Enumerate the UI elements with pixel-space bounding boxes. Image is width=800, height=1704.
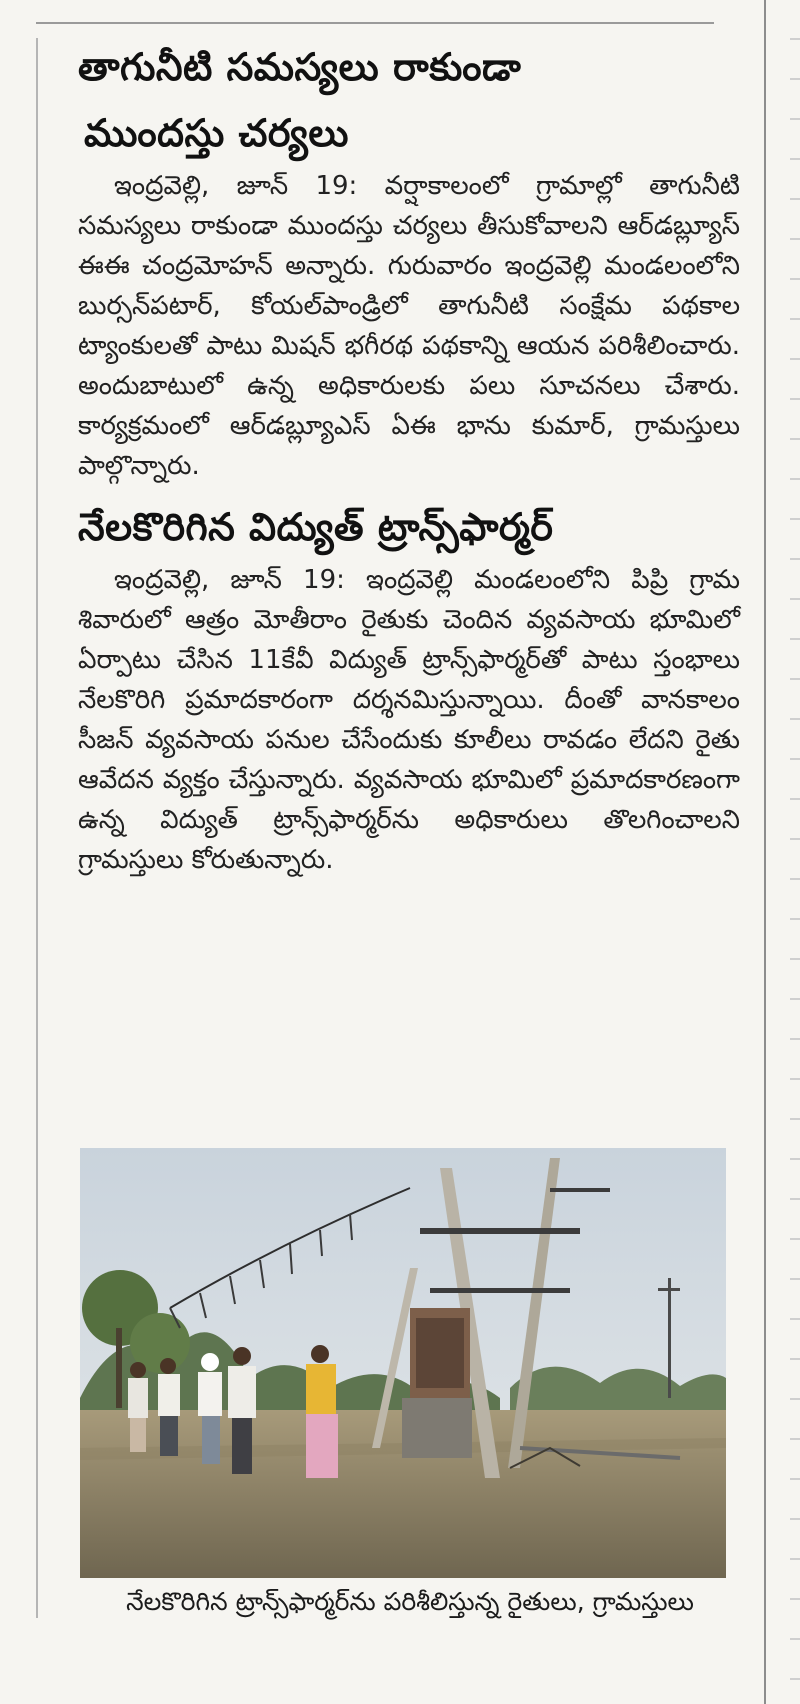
article1-body-text: ఇంద్రవెల్లి, జూన్ 19: వర్షాకాలంలో గ్రామాల్లో తాగునీటి సమస్యలు రాకుండా ముందస్తు చర్యలు తీసుకోవాలని ఆర్‌డబ్ల్యూస్ ఈఈ చంద్రమోహన్ అన్నారు. గురువారం ఇంద్రవెల్లి మండలంలోని బుర్సన్‌పటార్, కోయల్‌పాండ్రిలో తాగునీటి సంక్షేమ పథకాల ట్యాంకులతో పాటు మిషన్ భగీరథ పథకాన్ని ఆయన పరిశీలించారు. అందుబాటులో ఉన్న అధికారులకు పలు సూచనలు చేశారు. కార్యక్రమంలో ఆర్‌డబ్ల్యూఎస్ ఏఈ భాను కుమార్, గ్రామస్తులు పాల్గొన్నారు. — [78, 171, 740, 481]
column-rule-left — [36, 38, 38, 1618]
article2-headline: నేలకొరిగిన విద్యుత్ ట్రాన్స్‌ఫార్మర్ — [78, 505, 554, 549]
article1-headline-line2: ముందస్తు చర్యలు — [84, 111, 349, 155]
column-rule-right — [764, 0, 766, 1704]
article-fallen-transformer — [78, 494, 740, 880]
adjacent-column-edge — [790, 0, 800, 1704]
photo-illustration — [80, 1148, 726, 1578]
article1-body — [78, 166, 740, 486]
article1-headline-line1: తాగునీటి సమస్యలు రాకుండా — [78, 45, 522, 89]
news-photo-transformer — [80, 1148, 726, 1578]
top-rule — [36, 22, 714, 24]
article2-body — [78, 560, 740, 880]
photo-caption: నేలకొరిగిన ట్రాన్స్‌ఫార్మర్‌ను పరిశీలిస్తున్న రైతులు, గ్రామస్తులు — [126, 1587, 694, 1616]
article-water-problems — [78, 34, 740, 486]
news-column — [78, 34, 740, 880]
article2-body-text: ఇంద్రవెల్లి, జూన్ 19: ఇంద్రవెల్లి మండలంలోని పిప్రి గ్రామ శివారులో ఆత్రం మోతీరాం రైతుకు చెందిన వ్యవసాయ భూమిలో ఏర్పాటు చేసిన 11కేవీ విద్యుత్ ట్రాన్స్‌ఫార్మర్‌తో పాటు స్తంభాలు నేలకొరిగి ప్రమాదకారంగా దర్శనమిస్తున్నాయి. దీంతో వానకాలం సీజన్ వ్యవసాయ పనుల చేసేందుకు కూలీలు రావడం లేదని రైతు ఆవేదన వ్యక్తం చేస్తున్నారు. వ్యవసాయ భూమిలో ప్రమాదకారణంగా ఉన్న విద్యుత్ ట్రాన్స్‌ఫార్మర్‌ను అధికారులు తొలగించాలని గ్రామస్తులు కోరుతున్నారు. — [78, 565, 740, 875]
